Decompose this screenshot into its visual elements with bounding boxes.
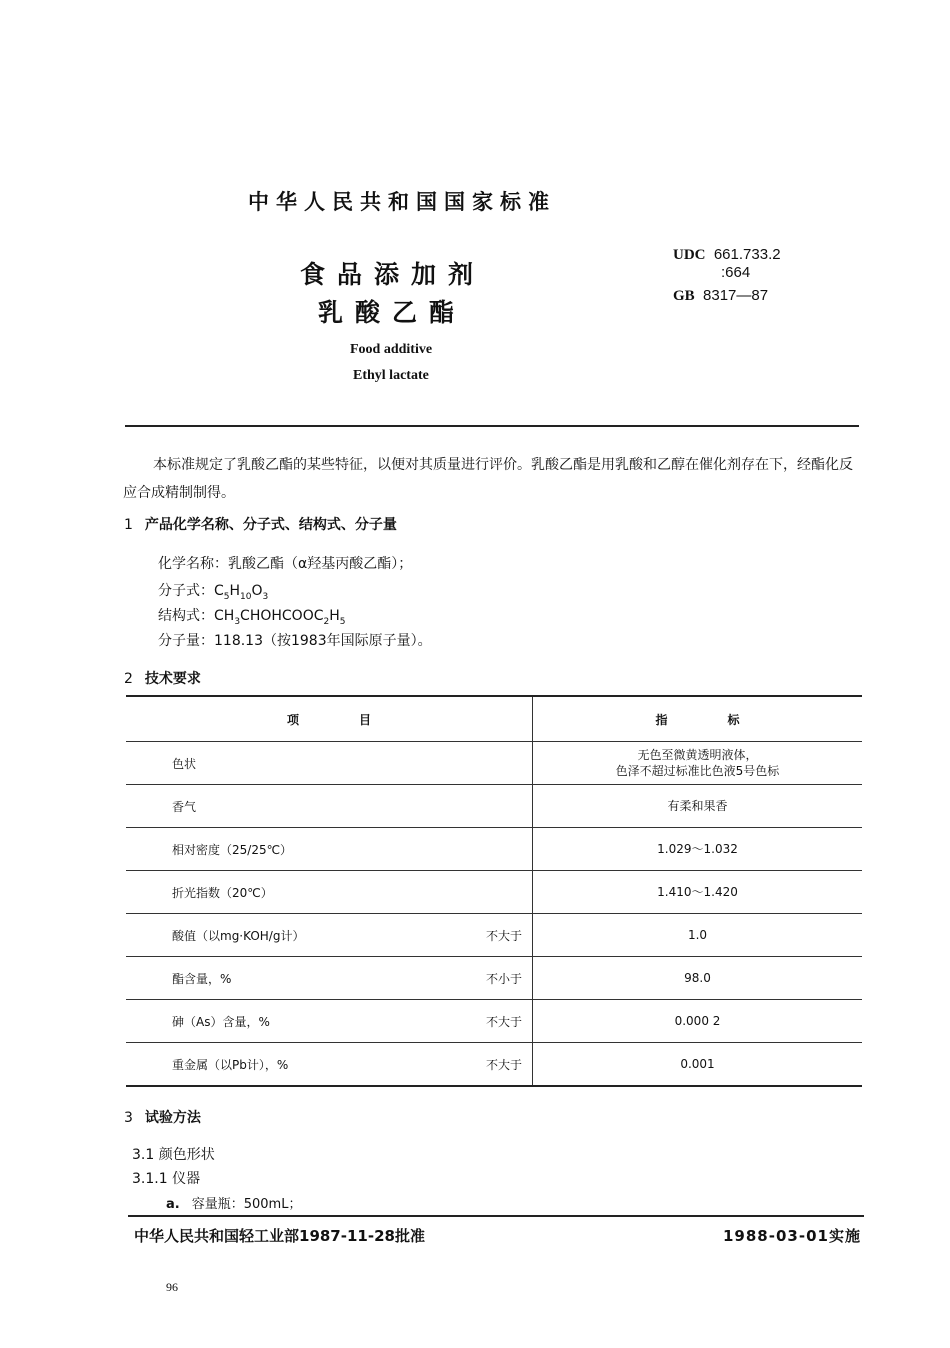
specification-table <box>126 695 862 1087</box>
structure-sub: 5 <box>339 616 346 627</box>
table-row <box>126 914 862 957</box>
row-value: 1.029～1.032 <box>657 842 738 856</box>
title-en-line1: Food additive <box>350 342 433 357</box>
row-value: 0.000 2 <box>674 1014 721 1028</box>
table-row <box>126 742 862 785</box>
table-row <box>126 785 862 828</box>
section-2-heading <box>124 668 201 688</box>
chemical-name: 化学名称：乳酸乙酯（α羟基丙酸乙酯）； <box>158 556 413 572</box>
udc-value-line1: 661.733.2 <box>713 246 781 263</box>
formula-part: C <box>214 583 224 599</box>
title-cn-line1: 食品添加剂 <box>300 260 486 289</box>
subsection-3-1: 3.1 颜色形状 <box>132 1147 215 1163</box>
udc-label: UDC <box>673 247 706 263</box>
row-limit: 不大于 <box>460 914 533 957</box>
structure-part: CH <box>214 608 235 624</box>
gb-code <box>673 287 768 305</box>
table-row <box>126 828 862 871</box>
molecular-formula <box>158 580 268 602</box>
structural-formula <box>158 605 346 627</box>
row-limit <box>460 785 533 828</box>
row-value: 0.001 <box>680 1057 715 1071</box>
title-cn-line2: 乳酸乙酯 <box>318 298 467 327</box>
implementation-date: 1988-03-01实施 <box>723 1227 861 1245</box>
table-row <box>126 957 862 1000</box>
row-limit <box>460 871 533 914</box>
formula-sub: 10 <box>240 591 252 602</box>
row-value: 98.0 <box>684 971 711 985</box>
title-en-line2: Ethyl lactate <box>353 368 429 383</box>
row-value: 有柔和果香 <box>667 799 728 813</box>
row-limit: 不大于 <box>460 1043 533 1087</box>
row-limit: 不大于 <box>460 1000 533 1043</box>
header-item: 项 目 <box>126 696 533 742</box>
table-row <box>126 871 862 914</box>
row-value: 无色至微黄透明液体， 色泽不超过标准比色液5号色标 <box>615 748 780 778</box>
table-row <box>126 1000 862 1043</box>
section-3-heading <box>124 1107 201 1127</box>
row-item: 酸值（以mg·KOH/g计） <box>172 928 305 943</box>
formula-part: O <box>251 583 263 599</box>
list-item-a-text: 容量瓶：500mL； <box>191 1197 302 1212</box>
section-1-title: 产品化学名称、分子式、结构式、分子量 <box>144 517 397 533</box>
row-limit: 不小于 <box>460 957 533 1000</box>
row-item: 重金属（以Pb计），% <box>172 1057 289 1072</box>
section-2-number: 2 <box>124 671 133 687</box>
row-value: 1.0 <box>687 928 708 942</box>
row-item: 砷（As）含量，% <box>172 1014 270 1029</box>
formula-sub: 3 <box>262 591 269 602</box>
structure-label: 结构式： <box>158 608 214 624</box>
gb-label: GB <box>673 288 695 304</box>
molecular-weight: 分子量：118.13（按1983年国际原子量）。 <box>158 633 432 649</box>
row-item: 折光指数（20℃） <box>172 885 273 900</box>
section-3-number: 3 <box>124 1110 133 1126</box>
gb-value: 8317—87 <box>703 287 769 304</box>
structure-part: H <box>329 608 340 624</box>
row-limit <box>460 742 533 785</box>
section-3-title: 试验方法 <box>144 1110 201 1126</box>
structure-sub: 3 <box>234 616 241 627</box>
approval-note: 中华人民共和国轻工业部1987-11-28批准 <box>134 1227 425 1245</box>
page-number: 96 <box>166 1280 178 1294</box>
intro-paragraph: 本标准规定了乳酸乙酯的某些特征，以便对其质量进行评价。乳酸乙酯是用乳酸和乙醇在催化剂存在下，经酯化反应合成精制制得。 <box>123 457 853 501</box>
section-1-heading <box>124 514 397 534</box>
row-value: 1.410～1.420 <box>657 885 738 899</box>
issuing-organization: 中华人民共和国国家标准 <box>248 190 556 214</box>
structure-sub: 2 <box>323 616 330 627</box>
section-2-title: 技术要求 <box>144 671 201 687</box>
row-limit <box>460 828 533 871</box>
udc-value-line2: :664 <box>721 264 751 281</box>
row-item: 相对密度（25/25℃） <box>172 842 293 857</box>
list-item-a <box>166 1193 301 1212</box>
subsection-3-1-1: 3.1.1 仪器 <box>132 1171 201 1187</box>
udc-code <box>673 246 781 281</box>
list-item-a-label: a. <box>166 1197 180 1212</box>
structure-part: CHOHCOOC <box>240 608 324 624</box>
formula-part: H <box>229 583 241 599</box>
table-header-row <box>126 696 862 742</box>
table-row <box>126 1043 862 1087</box>
formula-label: 分子式： <box>158 583 214 599</box>
row-item: 色状 <box>172 756 197 771</box>
header-value: 指 标 <box>655 712 740 727</box>
section-1-number: 1 <box>124 517 133 533</box>
formula-sub: 5 <box>223 591 230 602</box>
row-item: 酯含量，% <box>172 971 232 986</box>
row-item: 香气 <box>172 799 197 814</box>
header-divider <box>125 425 859 427</box>
footer-divider <box>128 1215 864 1217</box>
